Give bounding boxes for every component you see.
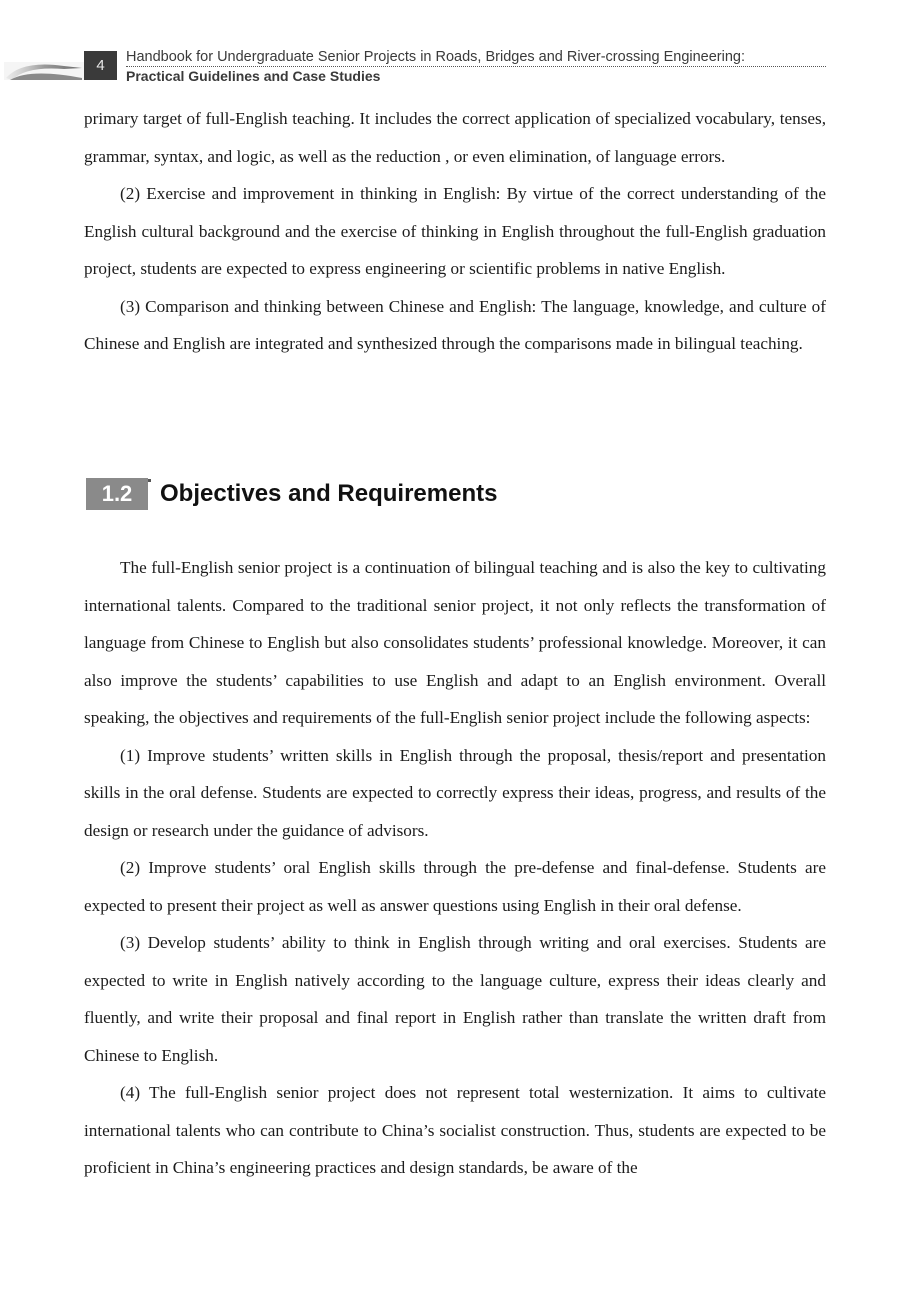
road-swoosh-icon: [4, 58, 84, 82]
running-header: [0, 48, 900, 88]
section-heading: [86, 477, 497, 510]
paragraph-comparison: (3) Comparison and thinking between Chinese and English: The language, knowledge, and culture of Chinese and English are integrated and synthesized through the comparisons made in bilingual teaching.: [84, 296, 826, 353]
paragraph-objective-1: (1) Improve students’ written skills in English through the proposal, thesis/report and presentation skills in the oral defense. Students are expected to correctly express their ideas, progress, and results of the design or research under the guidance of advisors.: [84, 745, 826, 840]
corner-dot-icon: [148, 479, 151, 482]
section-number-badge: [86, 478, 148, 510]
paragraph-overview: The full-English senior project is a continuation of bilingual teaching and is also the key to cultivating international talents. Compared to the traditional senior project, it not only reflects the transformation of language from Chinese to English but also consolidates students’ professional knowledge. Moreover, it can also improve the students’ capabilities to use English and adapt to an English environment. Overall speaking, the objectives and requirements of the full-English senior project include the following aspects:: [84, 558, 826, 727]
intro-text-block: [84, 100, 826, 363]
paragraph-thinking-in-english: (2) Exercise and improvement in thinking in English: By virtue of the correct understanding of the English cultural background and the exercise of thinking in English throughout the full-English graduation project, students are expected to express engineering or scientific problems in native English.: [84, 184, 826, 278]
paragraph-objective-4: (4) The full-English senior project does not represent total westernization. It aims to cultivate international talents who can contribute to China’s socialist construction. Thus, students are expected to be proficient in China’s engineering practices and design standards, be aware of the: [84, 1083, 826, 1177]
page-number: 4: [84, 51, 117, 80]
paragraph-objective-3: (3) Develop students’ ability to think in English through writing and oral exercises. Students are expected to write in English natively according to the language culture, express their ideas clearly and fluently, and write their proposal and final report in English rather than translate the written draft from Chinese to English.: [84, 933, 826, 1065]
header-book-subtitle: Practical Guidelines and Case Studies: [126, 68, 381, 84]
paragraph-continuation: primary target of full-English teaching. It includes the correct application of specialized vocabulary, tenses, grammar, syntax, and logic, as well as the reduction , or even elimination, of language errors.: [84, 109, 826, 166]
section-title: Objectives and Requirements: [160, 479, 498, 507]
section-number: 1.2: [101, 480, 133, 506]
paragraph-objective-2: (2) Improve students’ oral English skills through the pre-defense and final-defense. Students are expected to present their project as well as answer questions using English in their oral defense.: [84, 858, 826, 915]
header-book-title: Handbook for Undergraduate Senior Projects in Roads, Bridges and River-crossing Engineering:: [126, 49, 826, 67]
objectives-text-block: [84, 549, 826, 1187]
